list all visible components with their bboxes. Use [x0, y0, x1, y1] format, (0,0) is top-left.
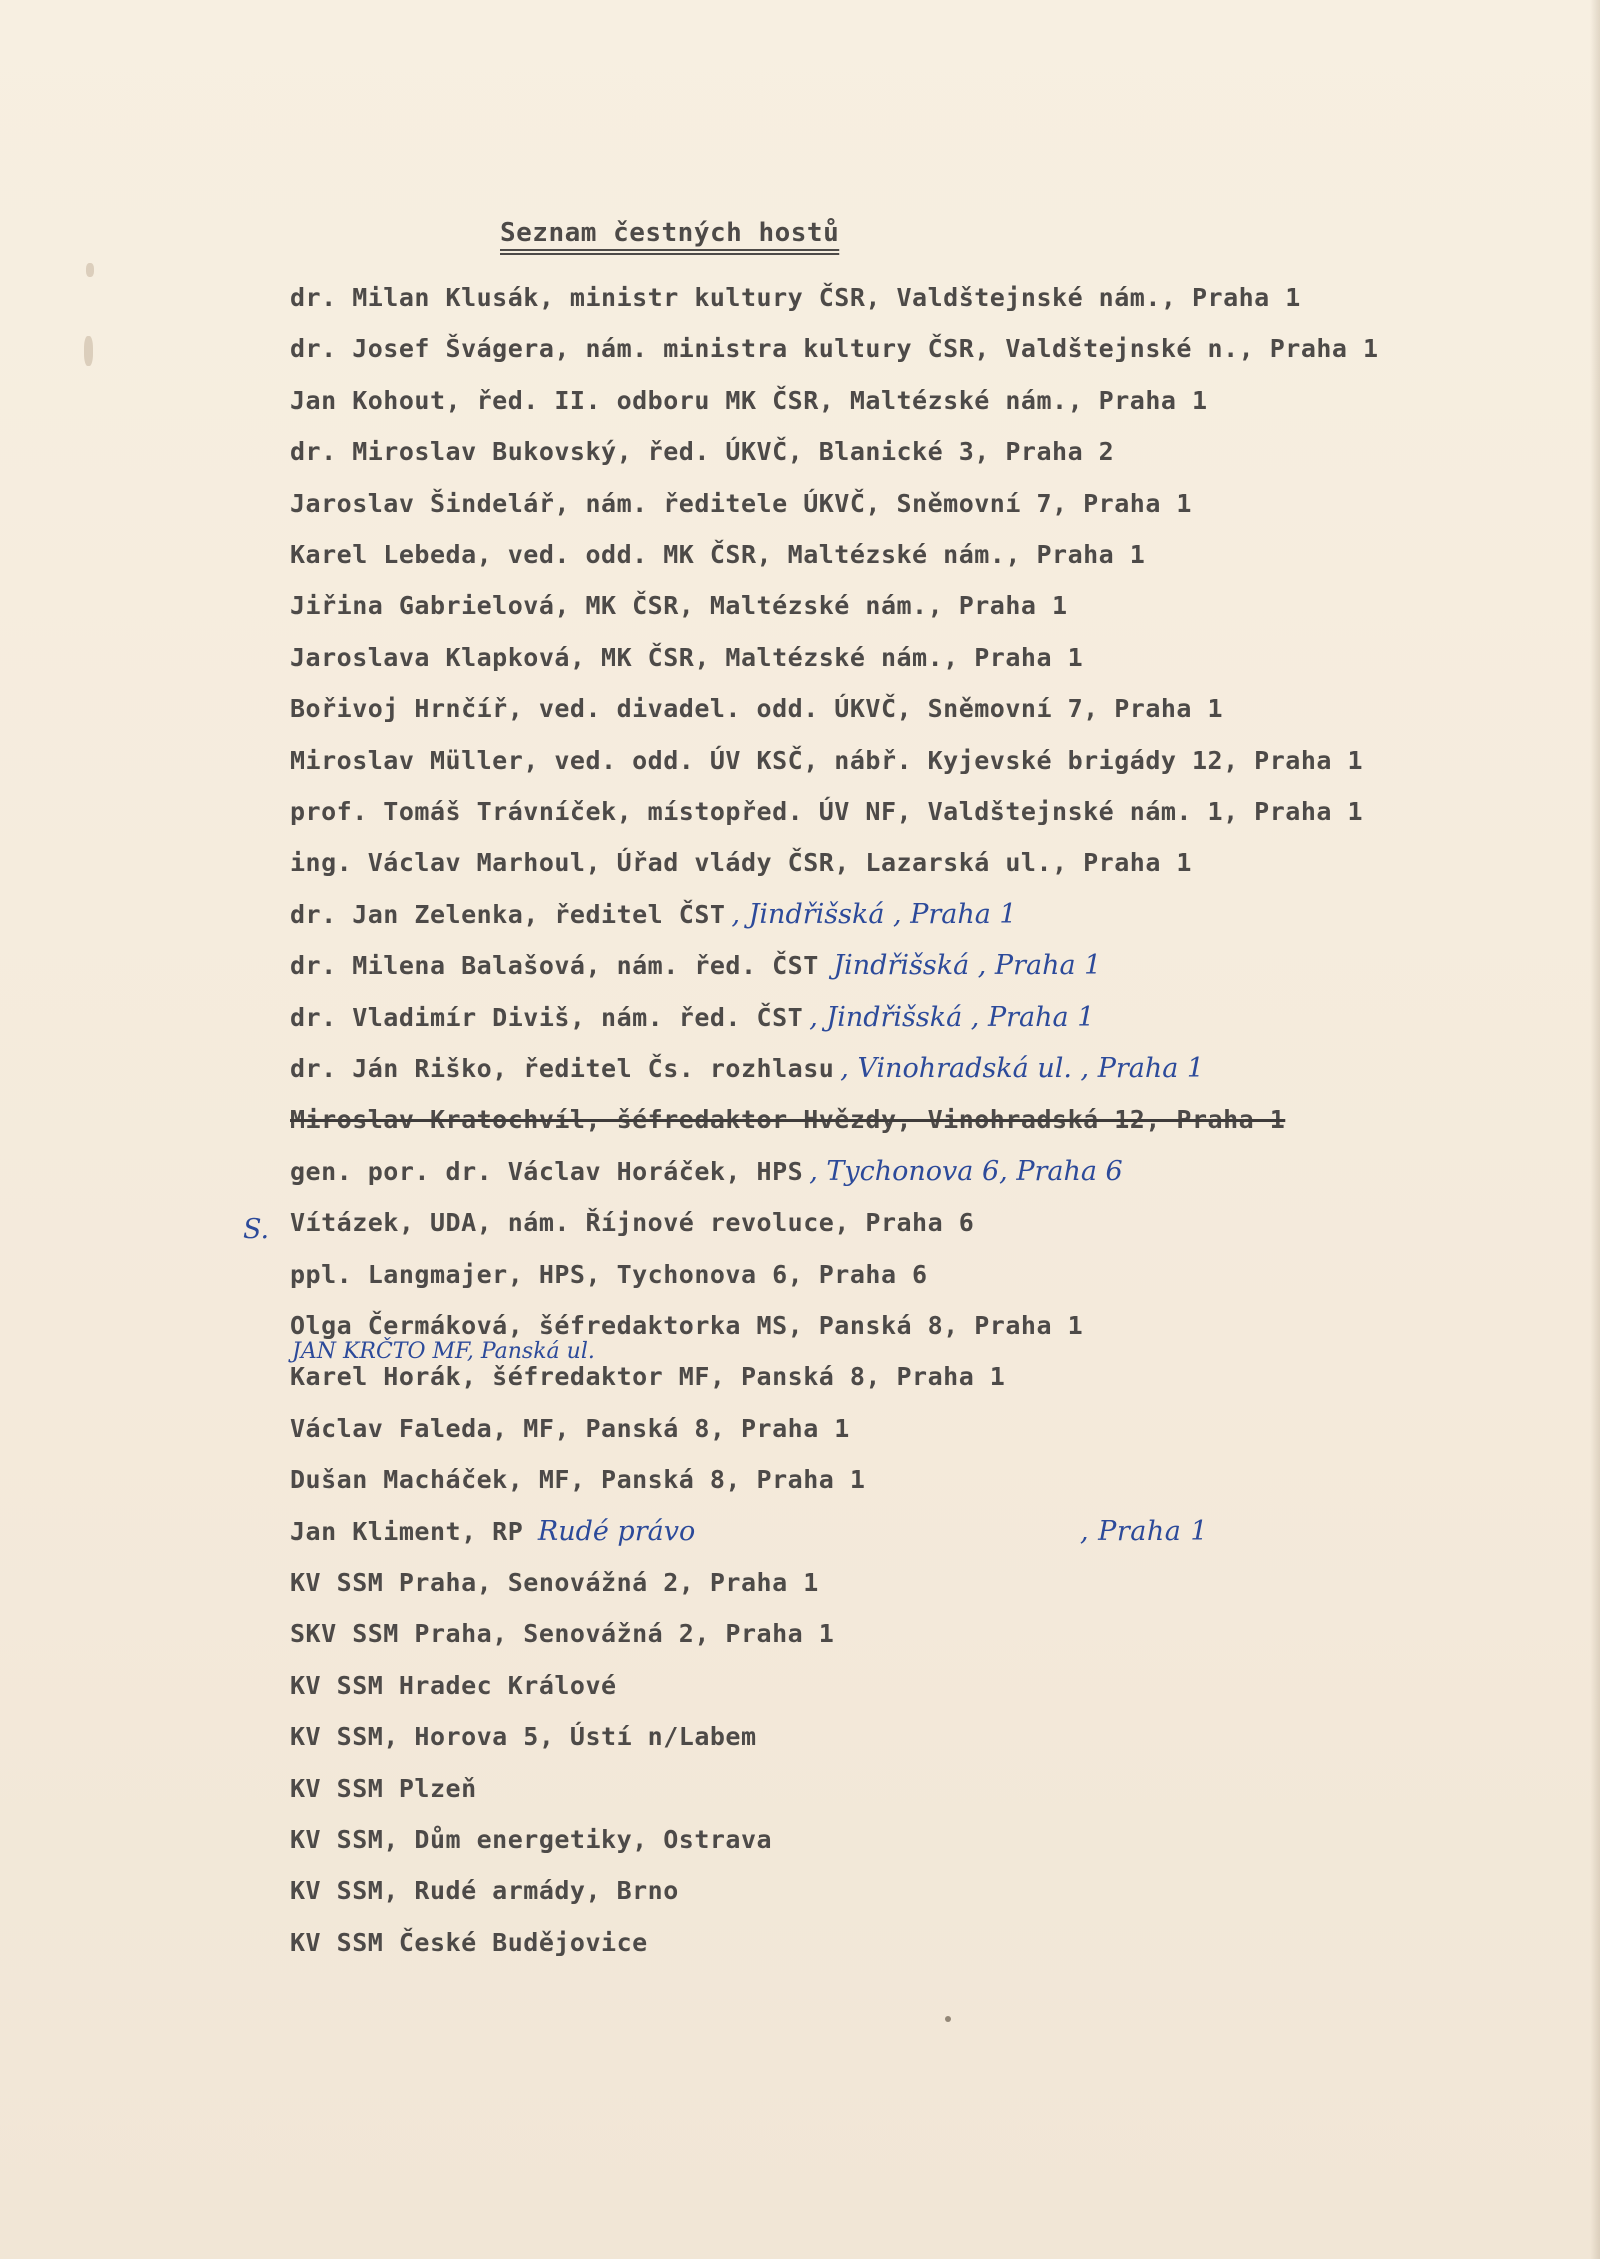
- handwritten-addition: , Vinohradská ul. , Praha 1: [840, 1053, 1205, 1084]
- handwritten-addition: , Jindřišská , Praha 1: [809, 1002, 1095, 1033]
- guest-entry: [290, 1309, 1083, 1343]
- guest-entry: [290, 1155, 1123, 1189]
- handwritten-addition: Rudé právo: [529, 1516, 696, 1547]
- typed-entry-text: KV SSM, Dům energetiky, Ostrava: [290, 1825, 773, 1854]
- typed-entry-text: Jan Kliment, RP: [290, 1517, 524, 1546]
- typed-entry-text: Olga Čermáková, šéfredaktorka MS, Panská 8, Praha 1: [290, 1311, 1084, 1340]
- handwritten-addition: , Tychonova 6, Praha 6: [809, 1156, 1123, 1187]
- typed-entry-text: Karel Lebeda, ved. odd. MK ČSR, Maltézské nám., Praha 1: [290, 540, 1146, 569]
- typed-entry-text: Bořivoj Hrnčíř, ved. divadel. odd. ÚKVČ, Sněmovní 7, Praha 1: [290, 694, 1224, 723]
- typed-entry-text: SKV SSM Praha, Senovážná 2, Praha 1: [290, 1619, 835, 1648]
- guest-entry: [290, 846, 1192, 880]
- typed-entry-text: dr. Milena Balašová, nám. řed. ČST: [290, 951, 819, 980]
- guest-entry: [290, 795, 1363, 829]
- guest-entry: [290, 487, 1192, 521]
- guest-entry: [290, 435, 1114, 469]
- guest-entry: [290, 1772, 477, 1806]
- guest-entry: [290, 281, 1301, 315]
- guest-entry: [290, 1823, 772, 1857]
- guest-entry: [290, 1617, 834, 1651]
- typed-entry-text: Jaroslava Klapková, MK ČSR, Maltézské nám., Praha 1: [290, 643, 1084, 672]
- typed-entry-text: Vítázek, UDA, nám. Říjnové revoluce, Praha 6: [290, 1208, 975, 1237]
- handwritten-addition-city: , Praha 1: [1080, 1516, 1209, 1547]
- typed-entry-text: KV SSM Praha, Senovážná 2, Praha 1: [290, 1568, 819, 1597]
- typed-entry-text: dr. Ján Riško, ředitel Čs. rozhlasu: [290, 1054, 835, 1083]
- typed-entry-text: KV SSM České Budějovice: [290, 1928, 648, 1957]
- guest-entry: [290, 1720, 757, 1754]
- typed-entry-text: KV SSM Plzeň: [290, 1774, 477, 1803]
- guest-entry: [290, 949, 1101, 983]
- document-title: Seznam čestných hostů: [500, 218, 840, 248]
- typed-entry-text: ppl. Langmajer, HPS, Tychonova 6, Praha 6: [290, 1260, 928, 1289]
- guest-entry: [290, 1463, 865, 1497]
- interline-handwritten-note: JAN KRČTO MF, Panská ul.: [292, 1339, 595, 1364]
- guest-entry: [290, 1052, 1204, 1086]
- typed-entry-text: Karel Horák, šéfredaktor MF, Panská 8, Praha 1: [290, 1362, 1006, 1391]
- guest-entry: [290, 1515, 1209, 1549]
- handwritten-addition: Jindřišská , Praha 1: [824, 950, 1102, 981]
- typed-entry-text: dr. Vladimír Diviš, nám. řed. ČST: [290, 1003, 804, 1032]
- guest-entry: [290, 384, 1208, 418]
- handwritten-addition: , Jindřišská , Praha 1: [731, 899, 1017, 930]
- typed-entry-text: Jaroslav Šindelář, nám. ředitele ÚKVČ, Sněmovní 7, Praha 1: [290, 489, 1192, 518]
- typed-entry-text: Václav Faleda, MF, Panská 8, Praha 1: [290, 1414, 850, 1443]
- typed-entry-text: Miroslav Müller, ved. odd. ÚV KSČ, nábř. Kyjevské brigády 12, Praha 1: [290, 746, 1364, 775]
- guest-entry: [290, 1669, 617, 1703]
- guest-entry: [290, 589, 1068, 623]
- typed-entry-text: Dušan Macháček, MF, Panská 8, Praha 1: [290, 1465, 866, 1494]
- typed-entry-text: KV SSM, Horova 5, Ústí n/Labem: [290, 1722, 757, 1751]
- typed-entry-text: gen. por. dr. Václav Horáček, HPS: [290, 1157, 804, 1186]
- typed-entry-text: Jiřina Gabrielová, MK ČSR, Maltézské nám., Praha 1: [290, 591, 1068, 620]
- guest-entry: [290, 1258, 928, 1292]
- typed-entry-text: ing. Václav Marhoul, Úřad vlády ČSR, Lazarská ul., Praha 1: [290, 848, 1192, 877]
- guest-entry: [290, 1103, 1285, 1137]
- guest-entry: [290, 1360, 1005, 1394]
- guest-entry: [290, 692, 1223, 726]
- typed-entry-text: KV SSM Hradec Králové: [290, 1671, 617, 1700]
- typed-entry-text: dr. Milan Klusák, ministr kultury ČSR, Valdštejnské nám., Praha 1: [290, 283, 1301, 312]
- guest-entry: [290, 641, 1083, 675]
- typed-entry-text: dr. Josef Švágera, nám. ministra kultury ČSR, Valdštejnské n., Praha 1: [290, 334, 1379, 363]
- typed-entry-text: dr. Miroslav Bukovský, řed. ÚKVČ, Blanické 3, Praha 2: [290, 437, 1115, 466]
- guest-entry: [290, 538, 1145, 572]
- guest-entry: [290, 1566, 819, 1600]
- guest-entry: [290, 1001, 1094, 1035]
- guest-entry: [290, 898, 1017, 932]
- typed-entry-text: KV SSM, Rudé armády, Brno: [290, 1876, 679, 1905]
- margin-note: S.: [243, 1214, 270, 1245]
- typed-entry-text: prof. Tomáš Trávníček, místopřed. ÚV NF, Valdštejnské nám. 1, Praha 1: [290, 797, 1364, 826]
- typed-entry-text: Miroslav Kratochvíl, šéfredaktor Hvězdy, Vinohradská 12, Praha 1: [290, 1105, 1286, 1134]
- guest-entry: [290, 1412, 850, 1446]
- guest-entry: [290, 1206, 974, 1240]
- guest-entry: [290, 332, 1379, 366]
- typed-entry-text: Jan Kohout, řed. II. odboru MK ČSR, Maltézské nám., Praha 1: [290, 386, 1208, 415]
- guest-entry: [290, 744, 1363, 778]
- guest-entry: [290, 1926, 648, 1960]
- guest-entry: [290, 1874, 679, 1908]
- typed-entry-text: dr. Jan Zelenka, ředitel ČST: [290, 900, 726, 929]
